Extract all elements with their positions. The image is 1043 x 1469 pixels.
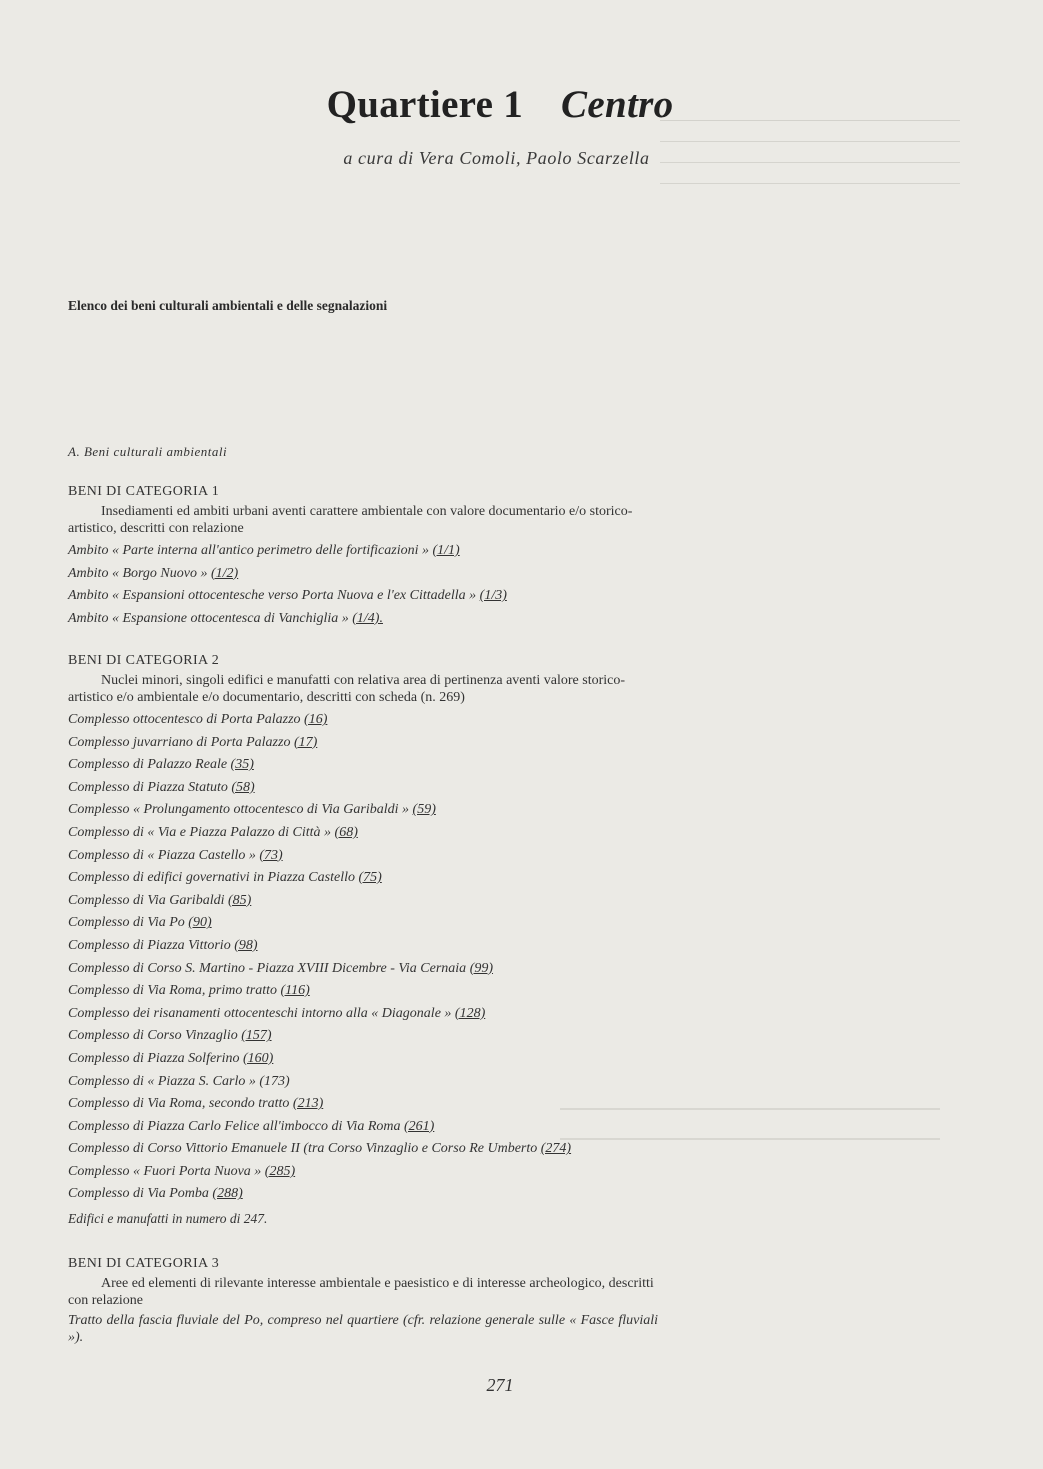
- list-item: Complesso dei risanamenti ottocenteschi intorno alla « Diagonale » (128): [68, 1005, 486, 1021]
- reference-link: (1/2): [210, 565, 239, 581]
- reference-link: (73): [259, 847, 283, 863]
- list-item: Complesso di Via Roma, secondo tratto (213): [68, 1096, 324, 1112]
- reference-link: (128): [454, 1005, 486, 1021]
- reference-link: (1/1): [432, 543, 460, 558]
- list-item: Complesso di « Piazza S. Carlo » (173): [68, 1073, 290, 1089]
- title-italic: Centro: [561, 83, 674, 126]
- reference-link: (173): [259, 1073, 290, 1089]
- list-item: Complesso di Via Roma, primo tratto (116): [68, 983, 310, 999]
- reference-link: (288): [212, 1186, 243, 1202]
- reference-link: (68): [334, 824, 358, 840]
- category-1-block: [68, 481, 658, 630]
- page-subtitle: a cura di Vera Comoli, Paolo Scarzella: [343, 148, 650, 168]
- page-title: [0, 82, 1000, 127]
- category-1-list: [68, 540, 658, 630]
- reference-link: (274): [540, 1141, 572, 1157]
- reference-link: (1/4).: [352, 610, 383, 626]
- list-item: Complesso di Corso S. Martino - Piazza XVIII Dicembre - Via Cernaia (99): [68, 960, 494, 976]
- title-main: Quartiere 1: [326, 83, 524, 126]
- page-number: 271: [486, 1375, 514, 1395]
- list-item: Complesso di « Via e Piazza Palazzo di Città » (68): [68, 824, 358, 840]
- list-item: Complesso di Via Pomba (288): [68, 1186, 243, 1202]
- reference-link: (59): [412, 802, 436, 818]
- category-2-note: Edifici e manufatti in numero di 247.: [68, 1211, 268, 1227]
- section-a-heading: A. Beni culturali ambientali: [68, 444, 228, 459]
- list-item: Ambito « Espansioni ottocentesche verso Porta Nuova e l'ex Cittadella » (1/3): [68, 588, 507, 604]
- category-2-list: [68, 709, 658, 1206]
- category-3-block: [68, 1253, 658, 1346]
- list-item: Complesso di Via Po (90): [68, 915, 212, 931]
- reference-link: (16): [304, 712, 328, 727]
- reference-link: (90): [188, 915, 212, 931]
- reference-link: (35): [230, 757, 254, 773]
- list-item: Complesso di Palazzo Reale (35): [68, 757, 254, 773]
- intro-heading: Elenco dei beni culturali ambientali e delle segnalazioni: [68, 298, 388, 313]
- reference-link: (116): [280, 983, 310, 999]
- reference-link: (261): [403, 1118, 435, 1134]
- reference-link: (157): [241, 1028, 272, 1044]
- reference-link: (285): [264, 1163, 296, 1179]
- reference-link: (58): [231, 779, 255, 795]
- list-item: Complesso di Piazza Solferino (160): [68, 1050, 274, 1066]
- list-item: Ambito « Borgo Nuovo » (1/2): [68, 565, 239, 581]
- list-item: Complesso « Fuori Porta Nuova » (285): [68, 1163, 296, 1179]
- reference-link: (213): [292, 1096, 324, 1112]
- list-item: Complesso di Via Garibaldi (85): [68, 892, 252, 908]
- reference-link: (98): [234, 937, 258, 953]
- reference-link: (85): [227, 892, 252, 908]
- category-2-description: Nuclei minori, singoli edifici e manufatti con relativa area di pertinenza aventi valore storico-artistico e/o ambientale e/o documentario, descritti con scheda (n. 269): [68, 673, 626, 705]
- list-item: Complesso di Piazza Statuto (58): [68, 779, 255, 795]
- category-1-heading: BENI DI CATEGORIA 1: [68, 484, 220, 499]
- list-item: Complesso juvarriano di Porta Palazzo (17): [68, 734, 318, 750]
- list-item: Ambito « Parte interna all'antico perimetro delle fortificazioni » (1/1): [68, 543, 460, 558]
- reference-link: (75): [358, 870, 382, 886]
- category-3-description: Aree ed elementi di rilevante interesse ambientale e paesistico e di interesse archeologico, descritti con relazione: [68, 1276, 654, 1308]
- category-2-block: [68, 650, 658, 1227]
- list-item: Complesso ottocentesco di Porta Palazzo (16): [68, 712, 328, 727]
- list-item: Complesso « Prolungamento ottocentesco di Via Garibaldi » (59): [68, 802, 436, 818]
- reference-link: (99): [469, 960, 494, 976]
- list-item: Complesso di Corso Vinzaglio (157): [68, 1028, 272, 1044]
- list-item: Complesso di « Piazza Castello » (73): [68, 847, 283, 863]
- list-item: Complesso di Corso Vittorio Emanuele II (tra Corso Vinzaglio e Corso Re Umberto (274): [68, 1141, 572, 1157]
- category-3-heading: BENI DI CATEGORIA 3: [68, 1256, 220, 1271]
- list-item: Complesso di Piazza Vittorio (98): [68, 937, 258, 953]
- reference-link: (17): [293, 734, 318, 750]
- list-item: Complesso di Piazza Carlo Felice all'imbocco di Via Roma (261): [68, 1118, 435, 1134]
- reference-link: (160): [243, 1050, 274, 1066]
- list-item: Complesso di edifici governativi in Piazza Castello (75): [68, 870, 382, 886]
- list-item: Ambito « Espansione ottocentesca di Vanchiglia » (1/4).: [68, 610, 383, 626]
- category-3-item: Tratto della fascia fluviale del Po, compreso nel quartiere (cfr. relazione generale sulle « Fasce fluviali »).: [68, 1313, 658, 1345]
- category-1-description: Insediamenti ed ambiti urbani aventi carattere ambientale con valore documentario e/o storico-artistico, descritti con relazione: [68, 504, 633, 536]
- category-2-heading: BENI DI CATEGORIA 2: [68, 653, 220, 668]
- reference-link: (1/3): [479, 588, 507, 604]
